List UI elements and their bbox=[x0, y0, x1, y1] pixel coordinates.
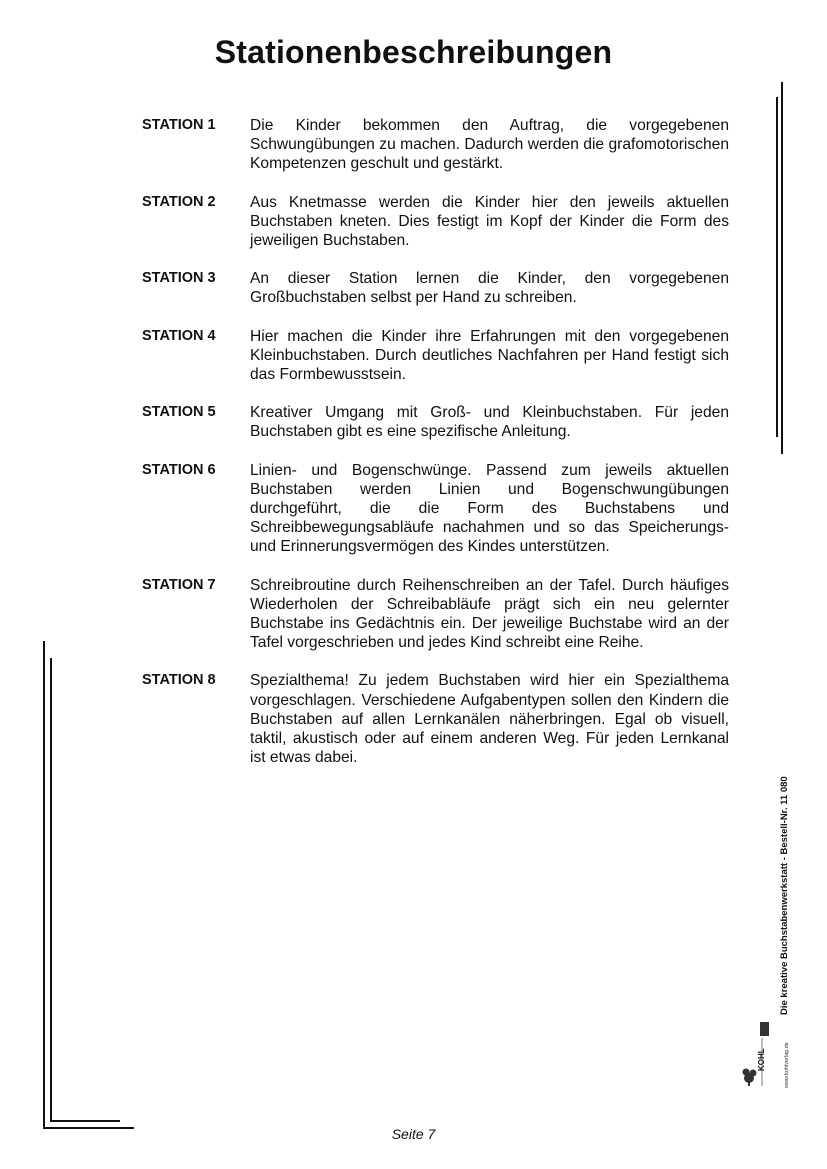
station-description: Spezialthema! Zu jedem Buchstaben wird hier ein Spezialthema vorgeschlagen. Verschiedene Aufgabentypen sollen den Kindern die Buchstaben auf allen Lernkanälen näherbringen. Egal ob visuell, taktil, akustisch oder auf einem anderen Weg. Für jeden Lernkanal ist etwas dabei. bbox=[250, 672, 729, 767]
station-label: STATION 1 bbox=[142, 117, 216, 133]
frame-line-right-inner bbox=[781, 82, 783, 454]
page-number: Seite 7 bbox=[391, 1126, 436, 1142]
station-item bbox=[142, 269, 729, 307]
station-item bbox=[142, 193, 729, 251]
station-description: Aus Knetmasse werden die Kinder hier den jeweils aktuellen Buchstaben kneten. Dies festigt im Kopf der Kinder die Form des jeweiligen Buchstaben. bbox=[250, 193, 729, 250]
publication-info: Die kreative Buchstabenwerkstatt - Bestell-Nr. 11 080 bbox=[779, 776, 790, 1015]
station-description: Hier machen die Kinder ihre Erfahrungen mit den vorgegebenen Kleinbuchstaben. Durch deutliches Nachfahren per Hand festigt sich das Formbewusstsein. bbox=[250, 327, 729, 384]
frame-line-bottom-inner bbox=[50, 1120, 120, 1122]
station-label: STATION 3 bbox=[142, 270, 216, 287]
station-list bbox=[142, 116, 729, 767]
station-label: STATION 8 bbox=[142, 672, 216, 689]
publisher-logo-word: KOHL bbox=[757, 1048, 766, 1071]
station-label: STATION 6 bbox=[142, 461, 216, 478]
kohl-verlag-logo-icon bbox=[740, 1018, 770, 1090]
station-label: STATION 5 bbox=[142, 404, 216, 421]
station-item bbox=[142, 671, 729, 767]
station-label: STATION 4 bbox=[142, 327, 216, 344]
page-title: Stationenbeschreibungen bbox=[214, 34, 613, 70]
station-label: STATION 7 bbox=[142, 576, 216, 593]
station-description: Schreibroutine durch Reihenschreiben an der Tafel. Durch häufiges Wiederholen der Schreibabläufe prägt sich ein neu gelernter Buchstabe ins Gedächtnis ein. Der jeweilige Buchstabe wird an der Tafel vorgeschrieben und jedes Kind schreibt eine Reihe. bbox=[250, 576, 729, 652]
station-item bbox=[142, 403, 729, 441]
frame-line-left-outer bbox=[43, 641, 45, 1129]
frame-line-left-inner bbox=[50, 658, 52, 1121]
station-label: STATION 2 bbox=[142, 193, 216, 210]
station-item bbox=[142, 461, 729, 557]
frame-line-right-outer bbox=[776, 97, 778, 437]
station-description: Die Kinder bekommen den Auftrag, die vorgegebenen Schwungübungen zu machen. Dadurch werden die grafomotorischen Kompetenzen geschult und gestärkt. bbox=[250, 117, 729, 173]
station-item bbox=[142, 116, 729, 174]
station-item bbox=[142, 327, 729, 385]
publisher-url: www.kohlverlag.de bbox=[784, 1042, 790, 1088]
station-description: An dieser Station lernen die Kinder, den vorgegebenen Großbuchstaben selbst per Hand zu schreiben. bbox=[250, 270, 729, 307]
station-description: Linien- und Bogenschwünge. Passend zum jeweils aktuellen Buchstaben werden Linien und Bogenschwungübungen durchgeführt, die die Form des Buchstabens und Schreibbewegungsabläufe nachahmen und so das Speicherungs- und Erinnerungsvermögen des Kindes unterstützen. bbox=[250, 461, 729, 556]
station-item bbox=[142, 576, 729, 653]
station-description: Kreativer Umgang mit Groß- und Kleinbuchstaben. Für jeden Buchstaben gibt es eine spezifische Anleitung. bbox=[250, 404, 729, 441]
